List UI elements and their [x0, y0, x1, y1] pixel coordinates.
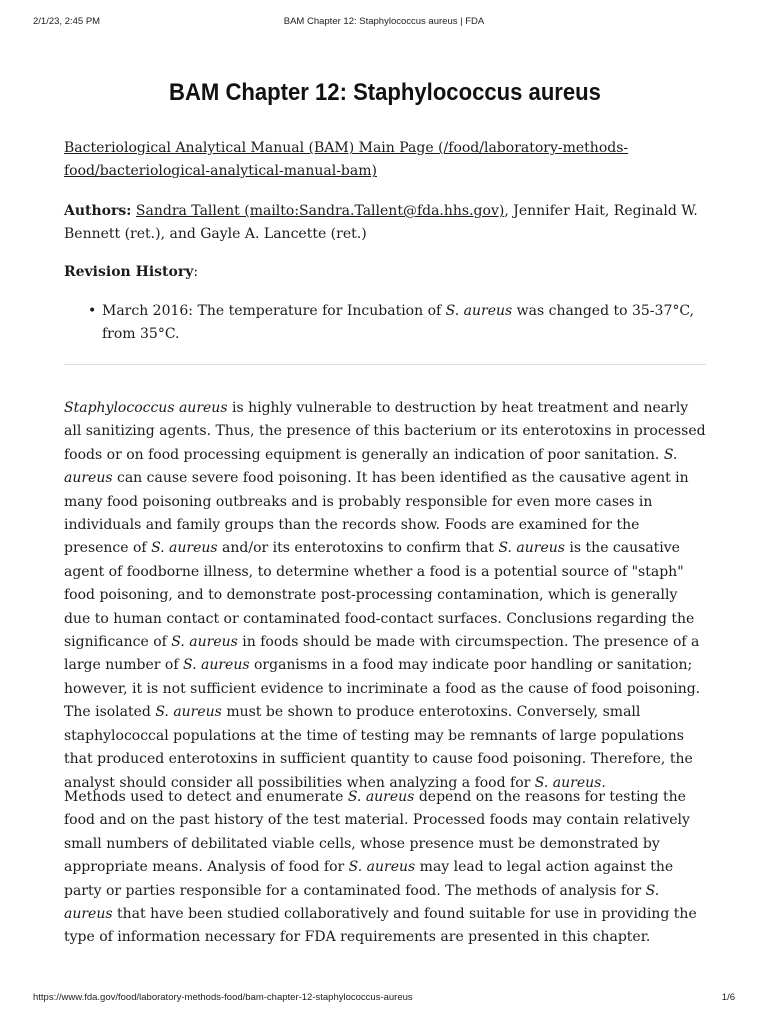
page-title: BAM Chapter 12: Staphylococcus aureus [169, 79, 601, 106]
print-datetime: 2/1/23, 2:45 PM [33, 16, 101, 27]
paragraph-text: depend on the reasons for testing the food and on the past history of the test material. Processed foods may contain relatively small numbers of debilitated viable cells, whose presence must be demonstrated by appropriate means. Analysis of food for [64, 789, 690, 876]
italic-term: S. aureus [64, 446, 678, 487]
paragraph-text: can cause severe food poisoning. It has been identified as the causative agent in many food poisoning outbreaks and is probably responsible for even more cases in individuals and family groups than the records show. Foods are examined for the presence of [64, 470, 689, 557]
paragraph-text: must be shown to produce enterotoxins. Conversely, small staphylococcal populations at the time of testing may be remnants of large populations that produced enterotoxins in sufficient quantity to cause food poisoning. Therefore, the analyst should consider all possibilities when analyzing a food for [64, 704, 693, 791]
authors-label: Authors: [64, 203, 132, 219]
print-footer [0, 992, 768, 1006]
authors-rest: , Jennifer Hait, Reginald W. Bennett (ret.), and Gayle A. Lancette (ret.) [64, 203, 698, 243]
paragraph-text: that have been studied collaboratively and found suitable for use in providing the type of information necessary for FDA requirements are presented in this chapter. [64, 906, 697, 946]
print-page-title: BAM Chapter 12: Staphylococcus aureus | FDA [283, 16, 485, 27]
print-header [0, 16, 768, 30]
italic-term: S. aureus [64, 882, 660, 923]
italic-term: S. aureus [182, 657, 250, 674]
paragraph-text: organisms in a food may indicate poor handling or sanitation; however, it is not sufficient evidence to incriminate a food as the cause of food poisoning. The isolated [64, 657, 701, 721]
italic-term: Staphylococcus aureus [64, 400, 228, 416]
list-item: • March 2016: The temperature for Incubation of S. aureus was changed to 35-37°C, from 35°C. [64, 300, 706, 347]
paragraph-text: is the causative agent of foodborne illness, to determine whether a food is a potential source of "staph" food poisoning, and to demonstrate post-processing contamination, which is generally due to human contact or contaminated food-contact surfaces. Conclusions regarding the significance of [64, 540, 695, 651]
italic-term: S. aureus [151, 540, 218, 557]
italic-term: S. aureus [155, 704, 222, 721]
paragraph-text: in foods should be made with circumspection. The presence of a large number of [64, 634, 700, 674]
italic-term: S. aureus [347, 789, 415, 805]
bullet-icon: • [88, 303, 97, 319]
print-page-number: 1/6 [721, 992, 735, 1003]
revision-history-label: Revision History [64, 264, 194, 280]
italic-term: S. aureus [348, 859, 416, 876]
bam-main-page-link[interactable]: Bacteriological Analytical Manual (BAM) Main Page (/food/laboratory-methods-food/bacteriological-analytical-manual-bam) [64, 140, 629, 180]
section-divider [64, 364, 706, 365]
paragraph-text: Methods used to detect and enumerate [64, 789, 348, 805]
paragraph-text: may lead to legal action against the party or parties responsible for a contaminated food. The methods of analysis for [64, 859, 674, 899]
authors-line [64, 200, 706, 247]
italic-term: S. aureus [498, 540, 565, 557]
intro-paragraph [64, 397, 706, 795]
paragraph-text: and/or its enterotoxins to confirm that [217, 540, 499, 557]
revision-history-heading: Revision History: [64, 264, 199, 280]
revision-history-list [64, 300, 706, 347]
italic-term: S. aureus [534, 774, 602, 791]
italic-term: S. aureus [171, 634, 238, 651]
author-email-link[interactable]: Sandra Tallent (mailto:Sandra.Tallent@fda.hhs.gov) [135, 203, 505, 219]
paragraph-text: is highly vulnerable to destruction by heat treatment and nearly all sanitizing agents. Thus, the presence of this bacterium or its enterotoxins in processed foods or on food processing equipment is generally an indication of poor sanitation. [64, 400, 706, 463]
print-url: https://www.fda.gov/food/laboratory-methods-food/bam-chapter-12-staphylococcus-aureus [33, 992, 413, 1003]
bam-main-page-line [64, 137, 706, 184]
methods-paragraph [64, 786, 706, 950]
paragraph-text: . [601, 774, 606, 791]
